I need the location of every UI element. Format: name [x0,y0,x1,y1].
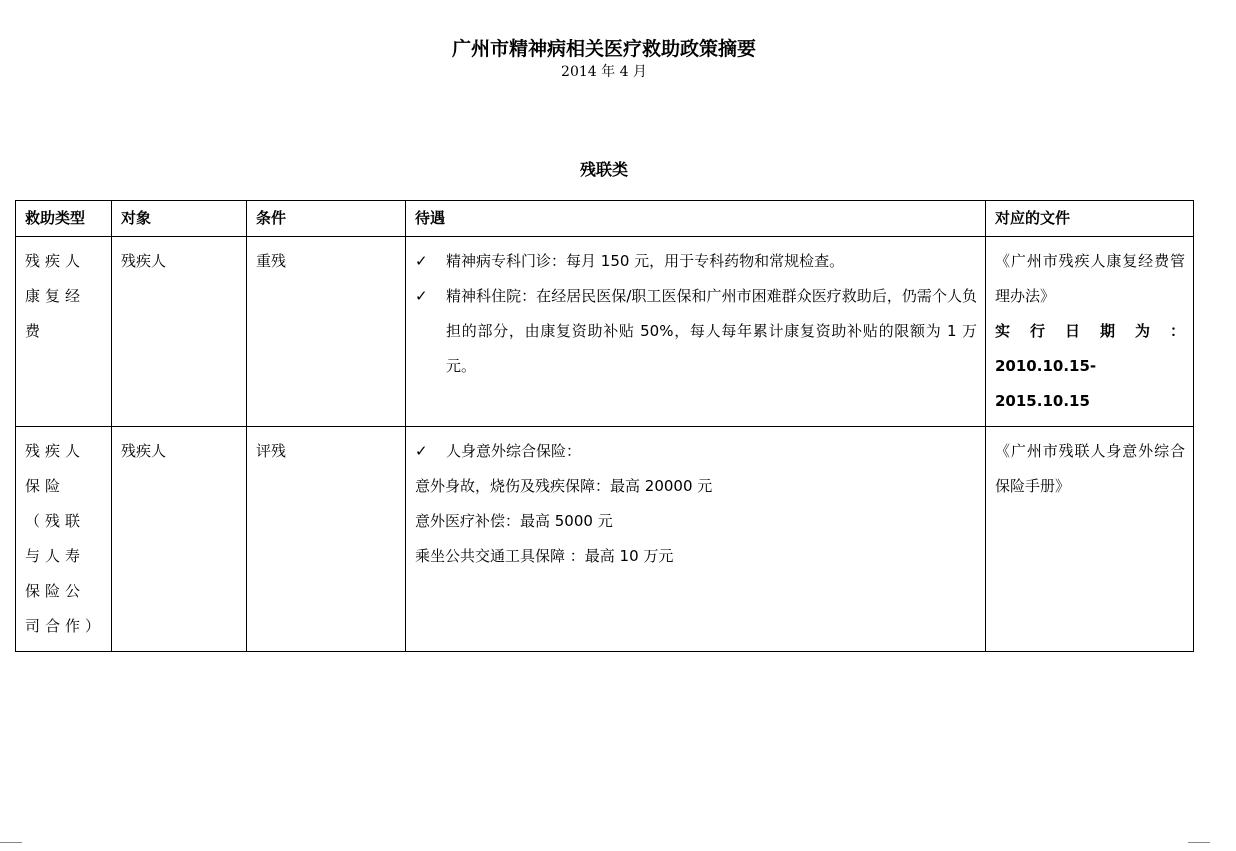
check-mark-icon: ✓ [415,442,428,460]
cell-document [986,427,1194,652]
table-row [16,237,1194,427]
benefit-item [415,279,977,384]
benefit-line: 乘坐公共交通工具保障 ：最高 10 万元 [415,547,674,565]
table-row [16,427,1194,652]
benefit-item [415,434,977,469]
benefit-text: 人身意外综合保险： [446,442,582,460]
benefit-item [415,244,977,279]
table-header-row [16,201,1194,237]
header-benefits: 待遇 [406,201,986,237]
cell-document [986,237,1194,427]
document-title: 广州市精神病相关医疗救助政策摘要 [451,38,756,60]
effective-dates: 2010.10.15-2015.10.15 [995,357,1097,410]
header-aid-type: 救助类型 [16,201,112,237]
benefit-text: 精神科住院：在经居民医保/职工医保和广州市困难群众医疗救助后，仍需个人负担的部分，由康复资助补贴 50%，每人每年累计康复资助补贴的限额为 1 万元。 [446,287,977,375]
benefit-line: 意外身故，烧伤及残疾保障：最高 20000 元 [415,477,713,495]
cell-target: 残疾人 [112,427,247,652]
aid-type-text: 残疾人保险（残联与人寿保险公司合作） [25,442,106,635]
aid-type-text: 残疾人康复经费 [25,252,86,340]
check-mark-icon: ✓ [415,287,428,305]
effective-label: 实行日期为： [995,322,1185,340]
cell-aid-type [16,427,112,652]
document-name: 《广州市残疾人康复经费管理办法》 [995,252,1185,305]
header-target: 对象 [112,201,247,237]
cell-condition: 重残 [247,237,406,427]
policy-table [15,200,1194,652]
header-condition: 条件 [247,201,406,237]
check-mark-icon: ✓ [415,252,428,270]
document-name: 《广州市残联人身意外综合保险手册》 [995,442,1185,495]
benefit-line: 意外医疗补偿：最高 5000 元 [415,512,613,530]
cell-benefits [406,237,986,427]
cell-target: 残疾人 [112,237,247,427]
cell-aid-type [16,237,112,427]
cell-condition: 评残 [247,427,406,652]
document-date: 2014 年 4 月 [561,64,647,80]
benefit-text: 精神病专科门诊：每月 150 元，用于专科药物和常规检查。 [446,252,845,270]
header-documents: 对应的文件 [986,201,1194,237]
section-heading: 残联类 [579,160,628,179]
cell-benefits [406,427,986,652]
